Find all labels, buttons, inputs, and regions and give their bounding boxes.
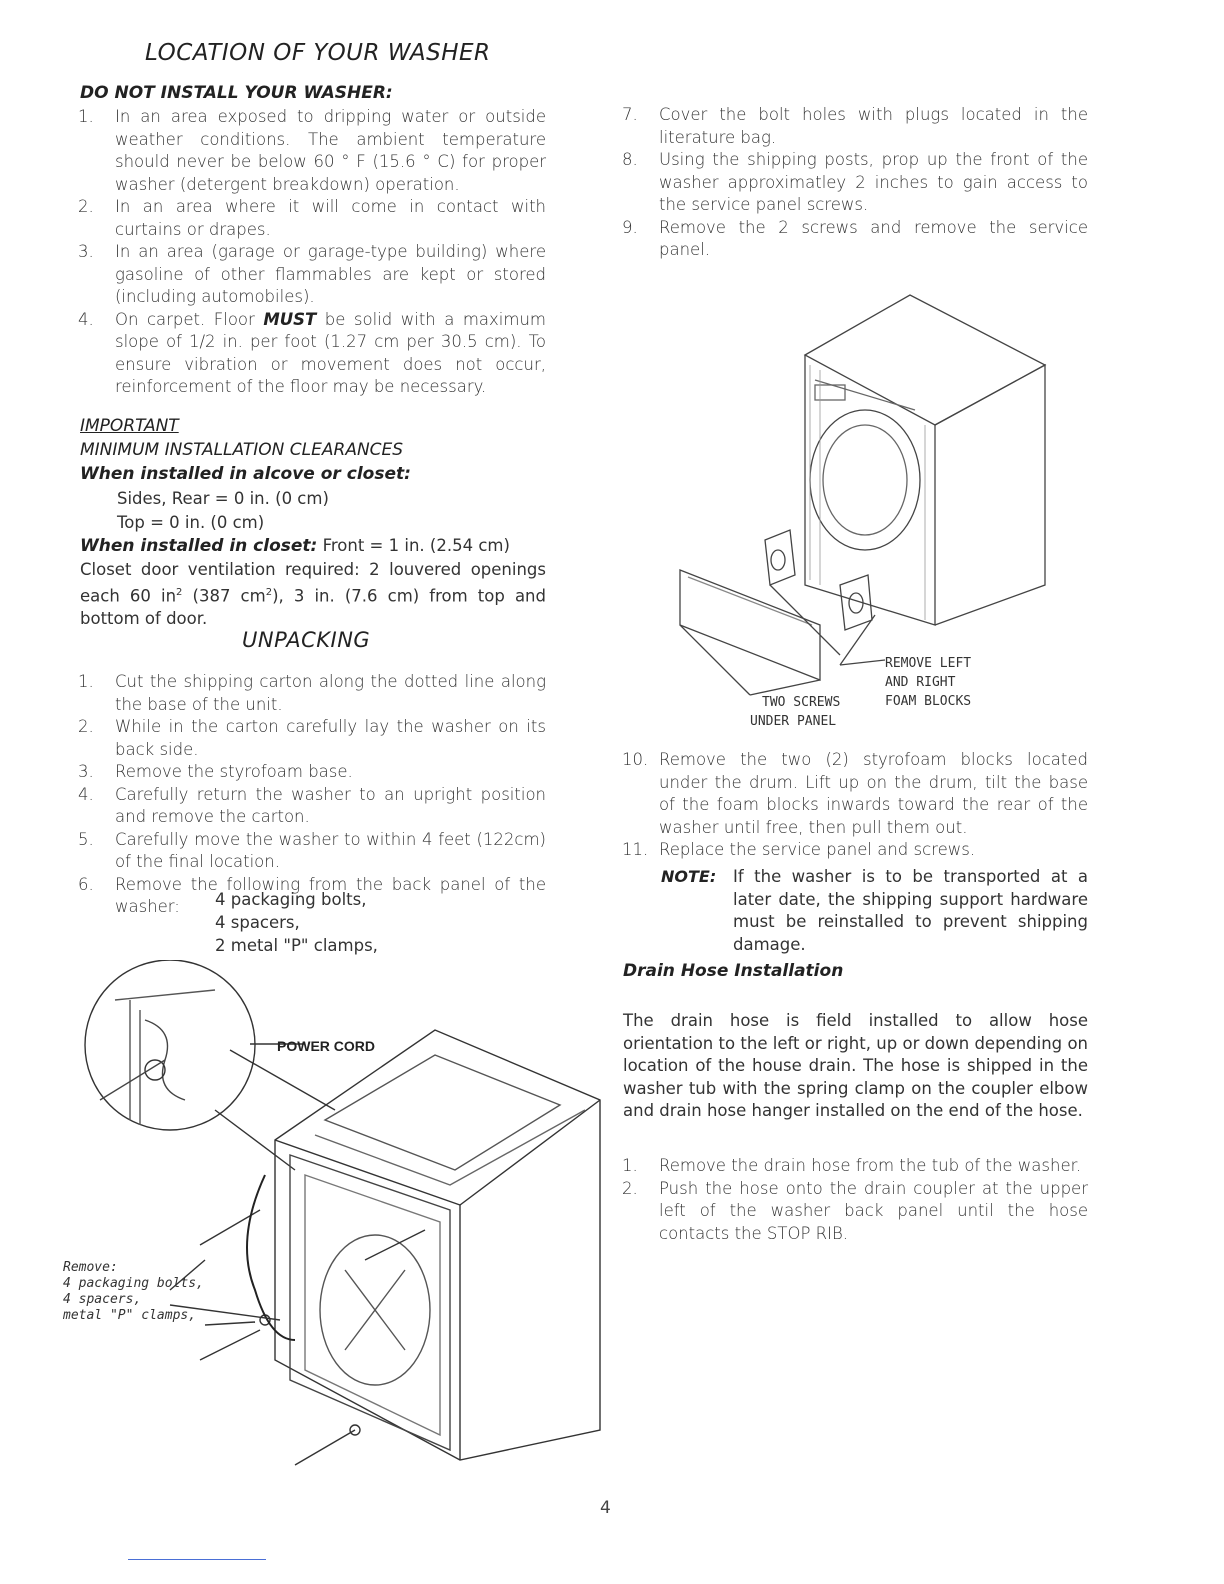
list-item: 1. Cut the shipping carton along the dotted line along the base of the unit. xyxy=(78,672,546,714)
list-item: 2. Push the hose onto the drain coupler at the upper left of the washer back panel until the hose contacts the STOP RIB. xyxy=(622,1178,1088,1243)
list-item: 4. Carefully return the washer to an upright position and remove the carton. xyxy=(78,784,546,826)
list-item: 11. Replace the service panel and screws. xyxy=(622,840,976,859)
list-item: 1. Remove the drain hose from the tub of the washer. xyxy=(622,1156,1082,1175)
top-clearance: Top = 0 in. (0 cm) xyxy=(117,513,265,532)
list-item: 3. In an area (garage or garage-type building) where gasoline of other flammables are kept or stored (including automobiles). xyxy=(78,242,546,306)
important-heading: IMPORTANT xyxy=(80,416,179,436)
list-item: 3. Remove the styrofoam base. xyxy=(78,762,353,781)
list-item: 5. Carefully move the washer to within 4 feet (122cm) of the final location. xyxy=(78,829,546,871)
list-item: 2. In an area where it will come in contact with curtains or drapes. xyxy=(78,197,546,239)
under-panel-label: UNDER PANEL xyxy=(750,714,837,729)
remove-left-label: REMOVE LEFT xyxy=(885,656,972,671)
foam-blocks-label: FOAM BLOCKS xyxy=(885,694,972,709)
part-bolts: 4 packaging bolts, xyxy=(215,890,367,909)
power-cord-label: POWER CORD xyxy=(277,1038,375,1054)
list-item: 8. Using the shipping posts, prop up the front of the washer approximatley 2 inches to gain access to the service panel screws. xyxy=(622,150,1088,214)
remove-blocks-callout xyxy=(885,654,971,711)
list-item: 2. While in the carton carefully lay the washer on its back side. xyxy=(78,717,546,759)
note-text: If the washer is to be transported at a later date, the shipping support hardware must be reinstalled to prevent shipping damage. xyxy=(733,867,1088,954)
drain-steps-list xyxy=(622,1155,1088,1245)
drain-heading: Drain Hose Installation xyxy=(623,961,844,981)
list-item: 9. Remove the 2 screws and remove the service panel. xyxy=(622,217,1088,259)
two-screws-label: TWO SCREWS xyxy=(762,695,841,710)
and-right-label: AND RIGHT xyxy=(885,675,956,690)
part-clamps: 2 metal "P" clamps, xyxy=(215,936,378,955)
list-item: 1. In an area exposed to dripping water or outside weather conditions. The ambient temperature should never be below 60 ° F (15.6 ° C) for proper washer (detergent breakdown) operation. xyxy=(78,107,546,194)
do-not-install-heading: DO NOT INSTALL YOUR WASHER: xyxy=(80,83,393,103)
page-number: 4 xyxy=(600,1498,611,1518)
list-item: 10. Remove the two (2) styrofoam blocks located under the drum. Lift up on the drum, tilt the base of the foam blocks inwards toward the rear of the washer until free, then pull them out. xyxy=(622,750,1088,837)
detail-circle xyxy=(85,960,255,1130)
page-title: LOCATION OF YOUR WASHER xyxy=(145,40,491,66)
list-item: 4. On carpet. Floor MUST be solid with a maximum slope of 1/2 in. per foot (1.27 cm per 30.5 cm). To ensure vibration or movement does not occur, reinforcement of the floor may be necessary. xyxy=(78,309,546,396)
list-item: 6. Remove the following from the back panel of the washer: xyxy=(78,874,546,916)
do-not-install-list xyxy=(78,106,546,399)
unpacking-list xyxy=(78,671,546,919)
remove-spacers-label: 4 spacers, xyxy=(63,1292,142,1307)
closet-clearance: When installed in closet: Front = 1 in. (2.54 cm) xyxy=(80,536,510,556)
remove-label: Remove: xyxy=(63,1260,118,1275)
alcove-heading: When installed in alcove or closet: xyxy=(80,464,411,484)
remove-callout xyxy=(63,1260,204,1324)
note-label: NOTE: xyxy=(661,867,717,886)
remove-clamps-label: metal "P" clamps, xyxy=(63,1308,197,1323)
remove-bolts-label: 4 packaging bolts, xyxy=(63,1276,204,1291)
ventilation-text: Closet door ventilation required: 2 louvered openings each 60 $in^2$ (387 $cm^2$), 3 in. (7.6 cm) from top and bottom of door. xyxy=(80,560,546,628)
screws-callout xyxy=(750,693,840,731)
steps-10-11-list xyxy=(622,749,1088,862)
sides-rear-clearance: Sides, Rear = 0 in. (0 cm) xyxy=(117,489,329,508)
drain-paragraph: The drain hose is field installed to allow hose orientation to the left or right, up or down depending on location of the house drain. The hose is shipped in the washer tub with the spring clamp on the coupler elbow and drain hose hanger installed on the end of the hose. xyxy=(623,1011,1088,1120)
footer-divider xyxy=(128,1559,266,1560)
unpacking-heading: UNPACKING xyxy=(242,628,371,652)
must-emphasis: MUST xyxy=(263,309,317,329)
steps-7-9-list xyxy=(622,104,1088,262)
washer-front-illustration xyxy=(670,285,1060,725)
part-spacers: 4 spacers, xyxy=(215,913,300,932)
clearances-heading: MINIMUM INSTALLATION CLEARANCES xyxy=(80,440,404,460)
list-item: 7. Cover the bolt holes with plugs located in the literature bag. xyxy=(622,105,1088,147)
